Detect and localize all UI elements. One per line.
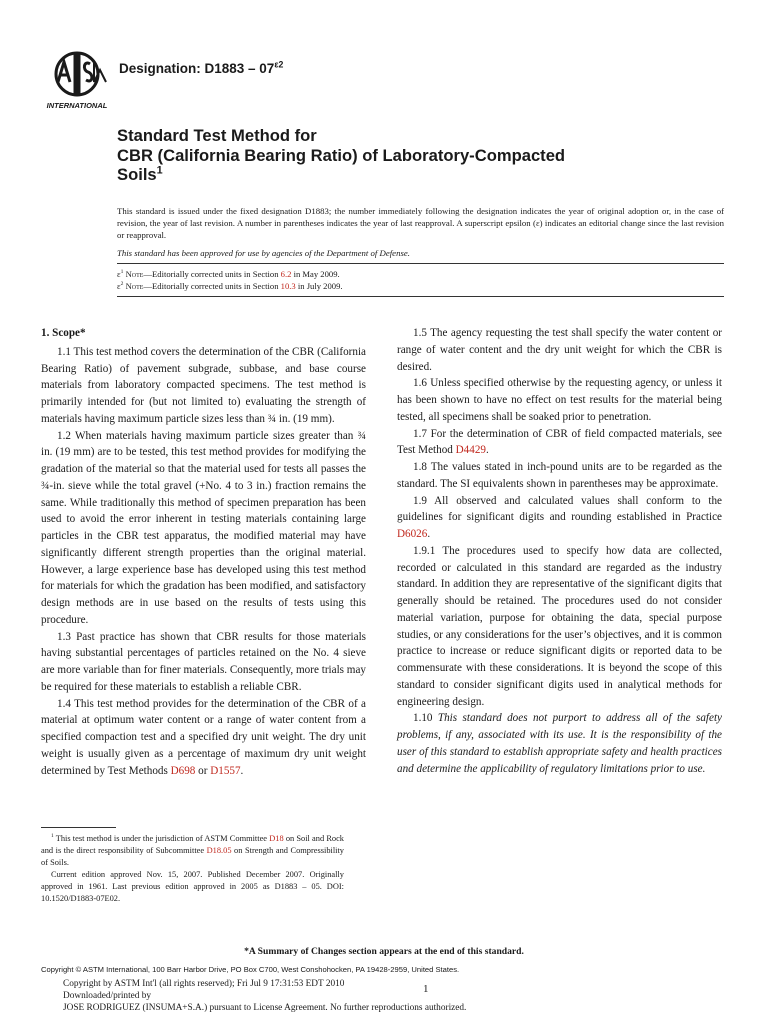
footnote-marker: 1 (51, 833, 54, 840)
download-line-2: Downloaded/printed by (63, 991, 152, 1001)
approval-statement: This standard has been approved for use by agencies of the Department of Defense. (117, 248, 410, 258)
note-label: Note (125, 269, 144, 279)
paragraph-text: . (240, 764, 244, 777)
footnote-divider (41, 827, 116, 828)
paragraph-1-2: 1.2 When materials having maximum particle sizes greater than ¾ in. (19 mm) are to be tested, this test method provides for modifying the gradation of the material so that the material used for tests all passes the ¾-in. sieve while the total gravel (+No. 4 to 3 in.) fraction remains the same. While traditionally this method of specimen preparation has been used to avoid the error inherent in testing materials containing large particles in the CBR test apparatus, the modified material may have significantly different strength properties than the original material. However, a large experience base has developed using this test method for materials for which the gradation has been modified, and satisfactory design methods are in use based on the results of tests using this procedure. (41, 429, 366, 626)
subcommittee-link[interactable]: D18.05 (206, 846, 232, 855)
title-footnote-marker: 1 (156, 164, 163, 177)
intro-paragraph: This standard is issued under the fixed designation D1883; the number immediately following the designation indicates the year of original adoption or, in the case of revision, the year of last revision. A number in parentheses indicates the year of last reapproval. A superscript epsilon (ε) indicates an editorial change since the last revision or reapproval. (117, 206, 724, 240)
safety-statement: This standard does not purport to address all of the safety problems, if any, associated with its use. It is the responsibility of the user of this standard to establish appropriate safety and health practices and determine the applicability of regulatory limitations prior to use. (397, 712, 722, 775)
editorial-notes (117, 268, 343, 292)
editorial-note (117, 280, 343, 292)
summary-notice: *A Summary of Changes section appears at the end of this standard. (244, 946, 524, 957)
title-line-3 (117, 165, 717, 185)
note-mark: ε (117, 281, 121, 291)
standard-link[interactable]: D4429 (455, 444, 486, 457)
designation-text: Designation: D1883 – 07 (119, 61, 275, 76)
note-label: Note (125, 281, 144, 291)
note-mark: ε (117, 269, 121, 279)
title-line-3-text: Soils (117, 165, 157, 184)
download-info (63, 978, 466, 1014)
paragraph-1-5: 1.5 The agency requesting the test shall specify the water content or range of water content and the dry unit weight for which the CBR is desired. (397, 327, 722, 373)
document-title (117, 126, 717, 185)
section-link[interactable]: 10.3 (280, 281, 296, 291)
download-line-1: Copyright by ASTM Int'l (all rights reserved); Fri Jul 9 17:31:53 EDT 2010 (63, 979, 345, 989)
footnote-text: on Soil and Rock and is the direct responsibility of Subcommittee (41, 834, 344, 855)
footnote-text: on Strength and Compressibility of Soils. (41, 846, 344, 867)
footnotes (41, 833, 344, 905)
paragraph-text: or (195, 764, 211, 777)
paragraph-1-1: 1.1 This test method covers the determination of the CBR (California Bearing Ratio) of pavement subgrade, subbase, and base course materials from laboratory compacted specimens. The test method is primarily intended for (but not limited to) evaluating the strength of materials having maximum particle sizes less than ¾ in. (19 mm). (41, 345, 366, 425)
committee-link[interactable]: D18 (269, 834, 284, 843)
paragraph-text: . (427, 528, 431, 540)
title-line-1: Standard Test Method for (117, 126, 317, 145)
footnote-1 (41, 833, 344, 869)
divider-bottom (117, 296, 724, 297)
paragraph-1-3: 1.3 Past practice has shown that CBR results for those materials having substantial percentages of particles retained on the No. 4 sieve are more variable than for finer materials. Consequently, more trials may be required for these materials to establish a reliable CBR. (41, 630, 366, 693)
designation-suffix: ε2 (274, 59, 284, 70)
note-sup: 2 (120, 281, 124, 288)
paragraph-text: . (485, 444, 489, 457)
title-line-2: CBR (California Bearing Ratio) of Laboratory-Compacted (117, 145, 566, 165)
astm-logo (44, 50, 110, 110)
paragraph-1-4 (41, 696, 366, 780)
standard-link[interactable]: D698 (170, 764, 196, 777)
note-text: —Editorially corrected units in Section (143, 281, 281, 291)
editorial-note (117, 268, 343, 280)
note-text: in July 2009. (295, 281, 343, 291)
note-text: in May 2009. (291, 269, 340, 279)
astm-logo-mark (44, 50, 110, 110)
paragraph-text: 1.7 For the determination of CBR of field compacted materials, see Test Method (397, 427, 722, 457)
footnote-edition: Current edition approved Nov. 15, 2007. Published December 2007. Originally approved in 1961. Last previous edition approved in 2005 as D1883 – 05. DOI: 10.1520/D1883-07E02. (41, 870, 344, 903)
page-number: 1 (423, 983, 429, 995)
designation (119, 61, 283, 76)
paragraph-1-7 (397, 426, 722, 460)
paragraph-1-8: 1.8 The values stated in inch-pound units are to be regarded as the standard. The SI equivalents shown in parentheses may be approximate. (397, 461, 722, 490)
standard-link[interactable]: D1557 (210, 764, 241, 777)
left-column (41, 325, 366, 779)
paragraph-text: 1.4 This test method provides for the determination of the CBR of a material at optimum water content or a range of water content from a specified compaction test and a specified dry unit weight. The dry unit weight is usually given as a percentage of maximum dry unit weight determined by Test Methods (41, 697, 366, 777)
footnote-text: This test method is under the jurisdiction of ASTM Committee (53, 834, 270, 843)
copyright-line: Copyright © ASTM International, 100 Barr Harbor Drive, PO Box C700, West Conshohocken, PA 19428-2959, United States. (41, 965, 460, 974)
paragraph-1-9 (397, 493, 722, 543)
section-heading: 1. Scope* (41, 327, 86, 339)
logo-text: INTERNATIONAL (46, 101, 108, 110)
paragraph-text: 1.9 All observed and calculated values shall conform to the guidelines for significant digits and rounding established in Practice (397, 494, 722, 524)
paragraph-1-10 (397, 710, 722, 777)
paragraph-1-6: 1.6 Unless specified otherwise by the requesting agency, or unless it has been shown to have no effect on test results for the material being tested, all specimens shall be soaked prior to penetration. (397, 377, 722, 423)
paragraph-number: 1.10 (413, 712, 438, 725)
note-text: —Editorially corrected units in Section (143, 269, 281, 279)
paragraph-1-9-1: 1.9.1 The procedures used to specify how data are collected, recorded or calculated in this standard are regarded as the industry standard. In addition they are representative of the significant digits that generally should be retained. The procedures used do not consider material variation, purpose for obtaining the data, special purpose studies, or any considerations for the user’s objectives, and it is common practice to increase or reduce significant digits or reported data to be commensurate with these considerations. It is beyond the scope of this standard to consider significant digits used in analytical methods for engineering design. (397, 544, 722, 708)
section-link[interactable]: 6.2 (280, 269, 292, 279)
standard-link[interactable]: D6026 (397, 528, 428, 540)
divider-top (117, 263, 724, 264)
right-column (397, 325, 722, 777)
download-line-3: JOSE RODRIGUEZ (INSUMA+S.A.) pursuant to License Agreement. No further reproductions authorized. (63, 1003, 467, 1013)
note-sup: 1 (120, 269, 124, 276)
